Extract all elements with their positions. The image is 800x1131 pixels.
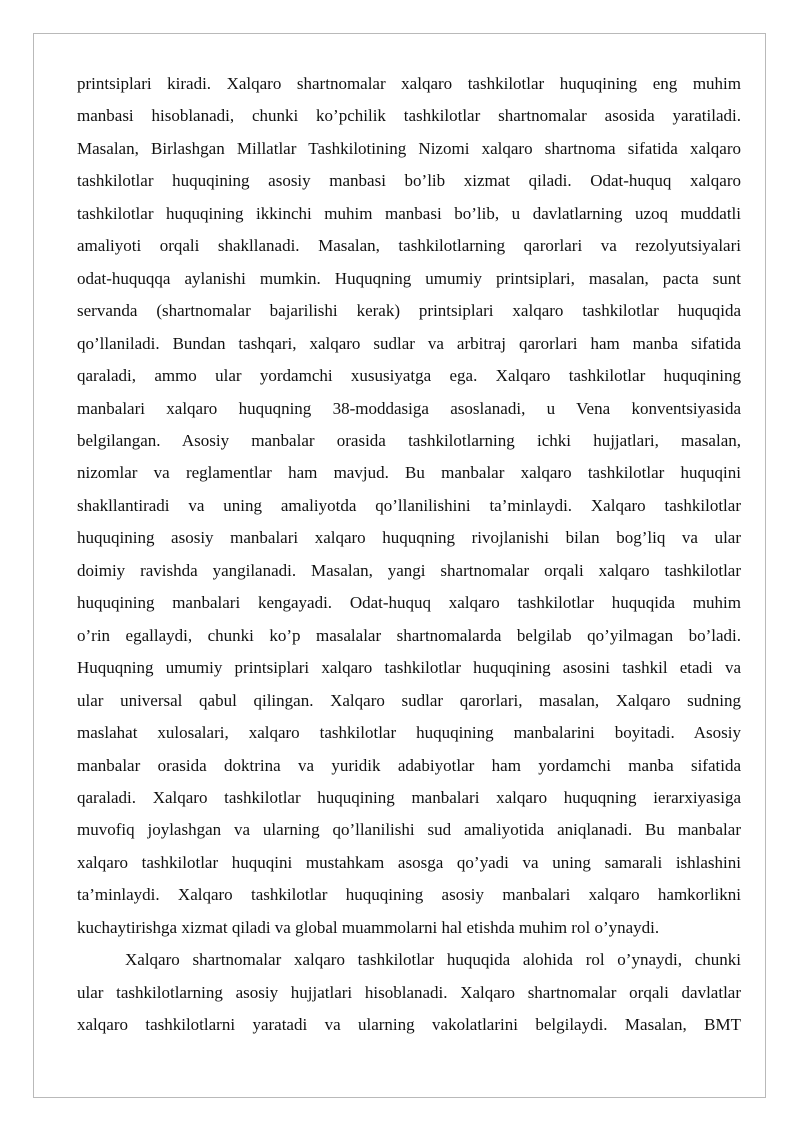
text-line: [77, 847, 741, 879]
text-line-content: manbalar orasida doktrina va yuridik adabiyotlar ham yordamchi manba sifatida: [77, 755, 741, 775]
text-line-content: huquqining manbalari kengayadi. Odat-huquq xalqaro tashkilotlar huquqida muhim: [77, 593, 741, 613]
text-line-content: nizomlar va reglamentlar ham mavjud. Bu manbalar xalqaro tashkilotlar huquqini: [77, 463, 741, 483]
text-line-content: xalqaro tashkilotlarni yaratadi va ularning vakolatlarini belgilaydi. Masalan, BMT: [77, 1015, 741, 1035]
text-line-content: ular tashkilotlarning asosiy hujjatlari hisoblanadi. Xalqaro shartnomalar orqali davlatlar: [77, 982, 741, 1002]
text-line-content: manbalari xalqaro huquqning 38-moddasiga asoslanadi, u Vena konventsiyasida: [77, 398, 741, 418]
text-line-content: Huquqning umumiy printsiplari xalqaro tashkilotlar huquqining asosini tashkil etadi va: [77, 658, 741, 678]
text-line: [77, 652, 741, 684]
text-line-content: Xalqaro shartnomalar xalqaro tashkilotlar huquqida alohida rol o’ynaydi, chunki: [125, 950, 741, 970]
text-line-content: qo’llaniladi. Bundan tashqari, xalqaro sudlar va arbitraj qarorlari ham manba sifatida: [77, 333, 741, 353]
text-line: [77, 522, 741, 554]
text-line: [77, 750, 741, 782]
text-line: [77, 68, 741, 100]
text-line: [77, 133, 741, 165]
text-line-content: tashkilotlar huquqining asosiy manbasi bo’lib xizmat qiladi. Odat-huquq xalqaro: [77, 171, 741, 191]
text-line-content: tashkilotlar huquqining ikkinchi muhim manbasi bo’lib, u davlatlarning uzoq muddatli: [77, 203, 741, 223]
text-line: [77, 457, 741, 489]
text-line: [77, 879, 741, 911]
text-line: [77, 587, 741, 619]
text-line: [77, 685, 741, 717]
text-line-content: printsiplari kiradi. Xalqaro shartnomalar xalqaro tashkilotlar huquqining eng muhim: [77, 74, 741, 93]
text-line-content: muvofiq joylashgan va ularning qo’llanilishi sud amaliyotida aniqlanadi. Bu manbalar: [77, 820, 741, 840]
text-line: [77, 944, 741, 976]
text-line: [77, 198, 741, 230]
text-line: [77, 230, 741, 262]
text-line: [77, 100, 741, 132]
text-line-content: Masalan, Birlashgan Millatlar Tashkilotining Nizomi xalqaro shartnoma sifatida xalqaro: [77, 138, 741, 158]
text-line-content: maslahat xulosalari, xalqaro tashkilotlar huquqining manbalarini boyitadi. Asosiy: [77, 723, 741, 743]
text-line-content: odat-huquqqa aylanishi mumkin. Huquqning umumiy printsiplari, masalan, pacta sunt: [77, 268, 741, 288]
text-line: [77, 1009, 741, 1041]
text-line-content: qaraladi, ammo ular yordamchi xususiyatga ega. Xalqaro tashkilotlar huquqining: [77, 366, 741, 386]
text-line: [77, 490, 741, 522]
text-line: [77, 425, 741, 457]
paragraph: [77, 68, 741, 944]
paragraph: [77, 944, 741, 1041]
text-line-content: o’rin egallaydi, chunki ko’p masalalar shartnomalarda belgilab qo’yilmagan bo’ladi.: [77, 625, 741, 645]
text-line: [77, 328, 741, 360]
text-line: [77, 295, 741, 327]
text-line: [77, 814, 741, 846]
text-line: [77, 555, 741, 587]
text-line-content: belgilangan. Asosiy manbalar orasida tashkilotlarning ichki hujjatlari, masalan,: [77, 430, 741, 450]
text-line: [77, 717, 741, 749]
text-line: [77, 165, 741, 197]
text-line-content: ular universal qabul qilingan. Xalqaro sudlar qarorlari, masalan, Xalqaro sudning: [77, 690, 741, 710]
text-line: [77, 977, 741, 1009]
text-line-content: shakllantiradi va uning amaliyotda qo’llanilishini ta’minlaydi. Xalqaro tashkilotlar: [77, 495, 741, 515]
text-line-content: kuchaytirishga xizmat qiladi va global muammolarni hal etishda muhim rol o’ynaydi.: [77, 917, 660, 937]
text-line: [77, 263, 741, 295]
text-line-content: ta’minlaydi. Xalqaro tashkilotlar huquqining asosiy manbalari xalqaro hamkorlikni: [77, 885, 741, 905]
text-line-content: qaraladi. Xalqaro tashkilotlar huquqining manbalari xalqaro huquqning ierarxiyasiga: [77, 787, 741, 807]
text-line-content: xalqaro tashkilotlar huquqini mustahkam asosga qo’yadi va uning samarali ishlashini: [77, 852, 741, 872]
text-line-content: huquqining asosiy manbalari xalqaro huquqning rivojlanishi bilan bog’liq va ular: [77, 528, 741, 548]
text-line-content: manbasi hisoblanadi, chunki ko’pchilik tashkilotlar shartnomalar asosida yaratiladi.: [77, 106, 741, 126]
text-line-content: amaliyoti orqali shakllanadi. Masalan, tashkilotlarning qarorlari va rezolyutsiyalari: [77, 236, 741, 256]
text-line: [77, 620, 741, 652]
text-line: [77, 360, 741, 392]
text-line-content: servanda (shartnomalar bajarilishi kerak) printsiplari xalqaro tashkilotlar huquqida: [77, 301, 741, 321]
document-body: [77, 68, 741, 1042]
text-line: [77, 782, 741, 814]
text-line-content: doimiy ravishda yangilanadi. Masalan, yangi shartnomalar orqali xalqaro tashkilotlar: [77, 560, 741, 580]
text-line: [77, 912, 741, 944]
text-line: [77, 393, 741, 425]
